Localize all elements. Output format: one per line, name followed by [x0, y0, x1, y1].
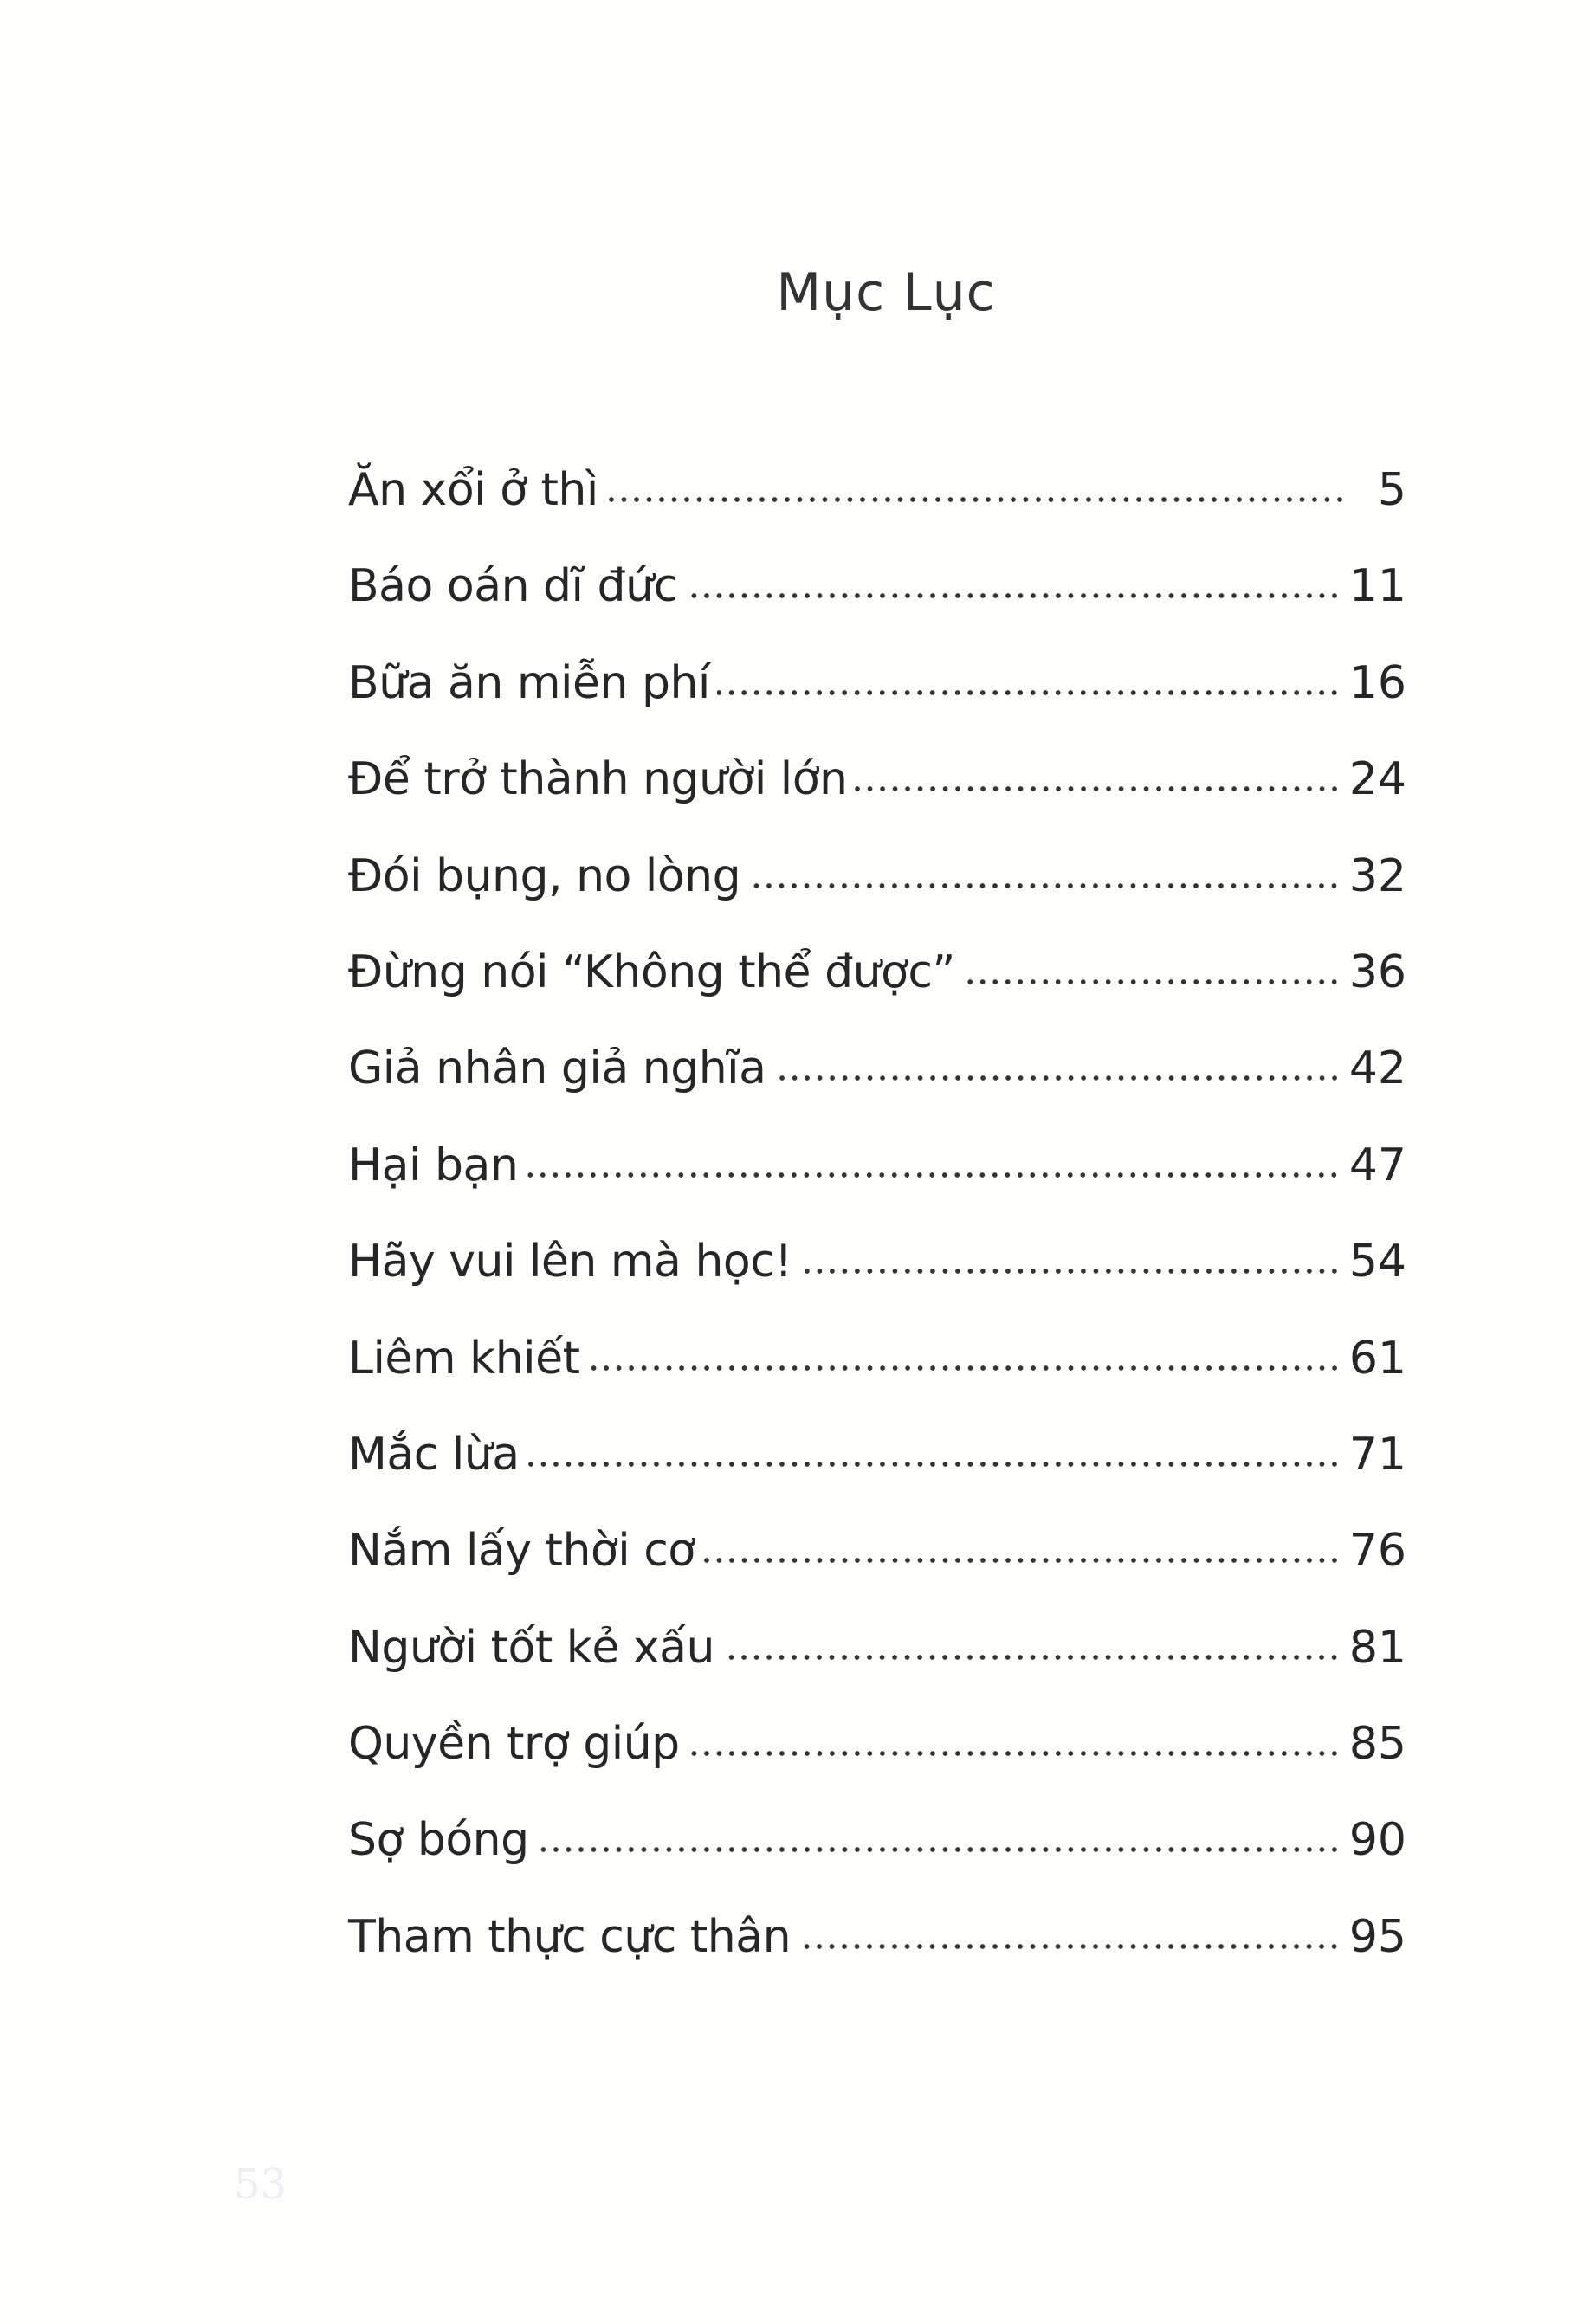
toc-entry	[348, 560, 1406, 660]
toc-entry	[348, 1332, 1406, 1432]
toc-entry	[348, 1814, 1406, 1914]
toc-entry	[348, 1718, 1406, 1817]
dot-leader	[685, 592, 1341, 599]
toc-entry-page: 61	[1348, 1332, 1406, 1385]
toc-entry	[348, 1236, 1406, 1335]
toc-entry	[348, 1525, 1406, 1624]
toc-entry-title: Liêm khiết	[348, 1332, 580, 1385]
toc-entry-page: 42	[1348, 1043, 1406, 1095]
toc-entry-page: 71	[1348, 1428, 1406, 1481]
toc-entry	[348, 1428, 1406, 1528]
toc-entry	[348, 1139, 1406, 1239]
toc-entry-title: Ăn xổi ở thì	[348, 464, 598, 516]
toc-entry-page: 90	[1348, 1814, 1406, 1867]
toc-entry-title: Tham thực cực thân	[348, 1910, 792, 1963]
dot-leader	[536, 1846, 1341, 1853]
dot-leader	[773, 1075, 1341, 1081]
toc-entry-title: Hại bạn	[348, 1139, 519, 1191]
dot-leader	[721, 1654, 1341, 1661]
toc-entry-page: 11	[1348, 560, 1406, 613]
toc-entry-page: 54	[1348, 1236, 1406, 1288]
toc-entry	[348, 1910, 1406, 2011]
toc-entry-title: Quyền trợ giúp	[348, 1718, 680, 1771]
dot-leader	[525, 1172, 1341, 1178]
toc-entry-title: Người tốt kẻ xấu	[348, 1621, 715, 1674]
toc-entry-page: 36	[1348, 946, 1406, 998]
toc-entry-title: Đói bụng, no lòng	[348, 849, 741, 902]
dot-leader	[855, 785, 1341, 792]
toc-entry	[348, 753, 1406, 853]
toc-entry-title: Mắc lừa	[348, 1428, 520, 1481]
dot-leader	[799, 1268, 1341, 1275]
toc-entry-title: Giả nhân giả nghĩa	[348, 1043, 766, 1095]
dot-leader	[587, 1365, 1341, 1372]
toc-entry-page: 24	[1348, 753, 1406, 806]
dot-leader	[747, 882, 1341, 889]
dot-leader	[527, 1461, 1341, 1468]
dot-leader	[962, 978, 1341, 985]
dot-leader	[717, 689, 1341, 696]
toc-entry-title: Để trở thành người lớn	[348, 753, 848, 806]
toc-entry-page: 47	[1348, 1139, 1406, 1191]
toc-entry-title: Hãy vui lên mà học!	[348, 1236, 792, 1288]
toc-entry-title: Bữa ăn miễn phí	[348, 656, 710, 709]
dot-leader	[605, 496, 1346, 503]
dot-leader	[798, 1943, 1341, 1950]
toc-entry-title: Sợ bóng	[348, 1814, 529, 1867]
toc-entry-page: 32	[1348, 849, 1406, 902]
toc-entry-page: 76	[1348, 1525, 1406, 1578]
toc-entry-title: Báo oán dĩ đức	[348, 560, 678, 613]
toc-entry	[348, 1043, 1406, 1142]
toc-entry-page: 95	[1348, 1910, 1406, 1963]
toc-entry	[348, 1621, 1406, 1721]
dot-leader	[687, 1750, 1341, 1757]
toc-entry	[348, 849, 1406, 950]
toc-entry-title: Đừng nói “Không thể được”	[348, 946, 955, 998]
dot-leader	[702, 1557, 1341, 1564]
toc-entry-title: Nắm lấy thời cơ	[348, 1525, 695, 1578]
toc-entry-page: 16	[1348, 656, 1406, 709]
bleed-through-page-number: 53	[234, 2160, 288, 2209]
toc-entry	[348, 656, 1406, 757]
toc-entry-page: 85	[1348, 1718, 1406, 1771]
toc-entry-page: 5	[1377, 464, 1406, 516]
toc-entry-page: 81	[1348, 1621, 1406, 1674]
page-title: Mục Lục	[776, 262, 996, 323]
toc-entry	[348, 946, 1406, 1046]
toc-entry	[348, 464, 1406, 564]
table-of-contents	[348, 464, 1406, 2011]
